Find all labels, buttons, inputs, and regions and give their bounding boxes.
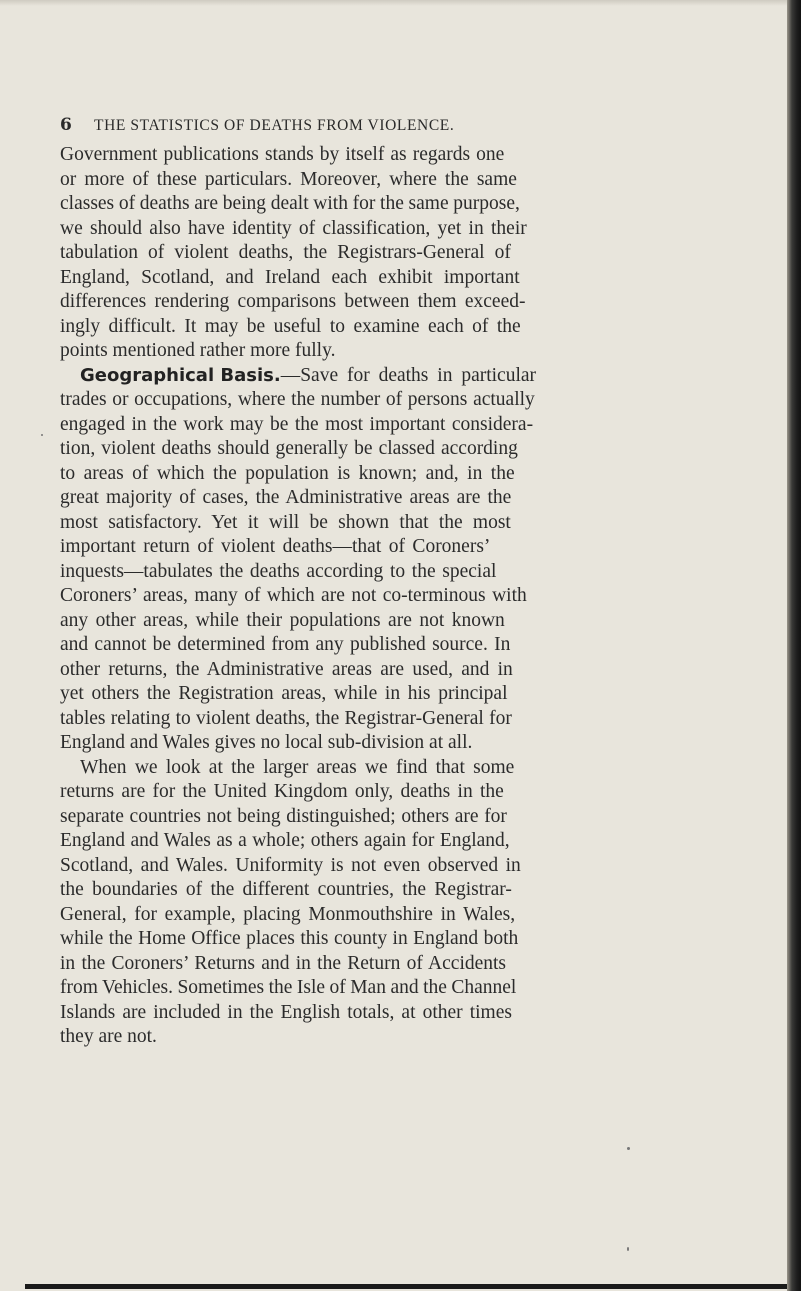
page-top-shadow — [0, 0, 801, 6]
text-line: great majority of cases, the Administrative areas are the — [60, 487, 512, 508]
text-line: General, for example, placing Monmouthshire in Wales, — [60, 903, 516, 925]
text-line: Islands are included in the English totals, at other times — [60, 1001, 512, 1023]
text-line: yet others the Registration areas, while in his principal — [60, 683, 508, 704]
text-line: trades or occupations, where the number of persons actually — [60, 389, 535, 410]
text-line: classes of deaths are being dealt with for the same purpose, — [60, 193, 520, 214]
text-line: England and Wales gives no local sub-division at all. — [60, 732, 473, 753]
text-line: returns are for the United Kingdom only, deaths in the — [60, 781, 504, 802]
text-line: When we look at the larger areas we find that some — [80, 756, 515, 778]
text-line: from Vehicles. Sometimes the Isle of Man and the Channel — [60, 977, 517, 998]
page-right-edge — [787, 0, 801, 1291]
text-line: while the Home Office places this county in England both — [60, 928, 519, 949]
running-header — [60, 115, 700, 139]
text-line: ingly difficult. It may be useful to examine each of the — [60, 315, 521, 337]
text-line: separate countries not being distinguished; others are for — [60, 805, 507, 827]
text-line: or more of these particulars. Moreover, where the same — [60, 168, 517, 190]
text-line: most satisfactory. Yet it will be shown that the most — [60, 511, 511, 533]
text-line: Government publications stands by itself as regards one — [60, 144, 505, 165]
text-line: England, Scotland, and Ireland each exhibit important — [60, 266, 520, 288]
text-line: other returns, the Administrative areas are used, and in — [60, 658, 513, 680]
text-line: points mentioned rather more fully. — [60, 340, 336, 361]
text-line: tion, violent deaths should generally be classed according — [60, 438, 518, 459]
running-title: THE STATISTICS OF DEATHS FROM VIOLENCE. — [94, 117, 455, 134]
text-line: important return of violent deaths—that of Coroners’ — [60, 536, 491, 557]
section-first-line-text: —Save for deaths in particular — [280, 364, 537, 386]
text-line: to areas of which the population is known; and, in the — [60, 462, 515, 484]
text-line: in the Coroners’ Returns and in the Return of Accidents — [60, 952, 507, 974]
text-line: tables relating to violent deaths, the Registrar-General for — [60, 707, 512, 729]
section-heading: Geographical Basis. — [80, 364, 281, 386]
text-line: tabulation of violent deaths, the Registrars-General of — [60, 242, 511, 263]
text-line: any other areas, while their populations are not known — [60, 609, 505, 631]
text-line: and cannot be determined from any published source. In — [60, 634, 511, 655]
text-line: Coroners’ areas, many of which are not co-terminous with — [60, 585, 527, 606]
text-line: differences rendering comparisons between them exceed- — [60, 291, 526, 312]
text-line: inquests—tabulates the deaths according to the special — [60, 560, 497, 582]
text-line: the boundaries of the different countries, the Registrar- — [60, 879, 512, 900]
text-line: Scotland, and Wales. Uniformity is not even observed in — [60, 854, 521, 876]
page-bottom-edge — [25, 1284, 801, 1289]
text-line: we should also have identity of classification, yet in their — [60, 217, 527, 239]
text-line: England and Wales as a whole; others again for England, — [60, 830, 510, 851]
text-line: they are not. — [60, 1026, 157, 1047]
text-line: engaged in the work may be the most important considera- — [60, 413, 534, 435]
paper-speck — [627, 1247, 629, 1251]
body-text — [60, 143, 780, 1050]
page-number: 6 — [60, 115, 72, 135]
section-first-line — [60, 364, 780, 389]
paper-speck — [41, 434, 43, 436]
paper-speck — [627, 1147, 630, 1150]
